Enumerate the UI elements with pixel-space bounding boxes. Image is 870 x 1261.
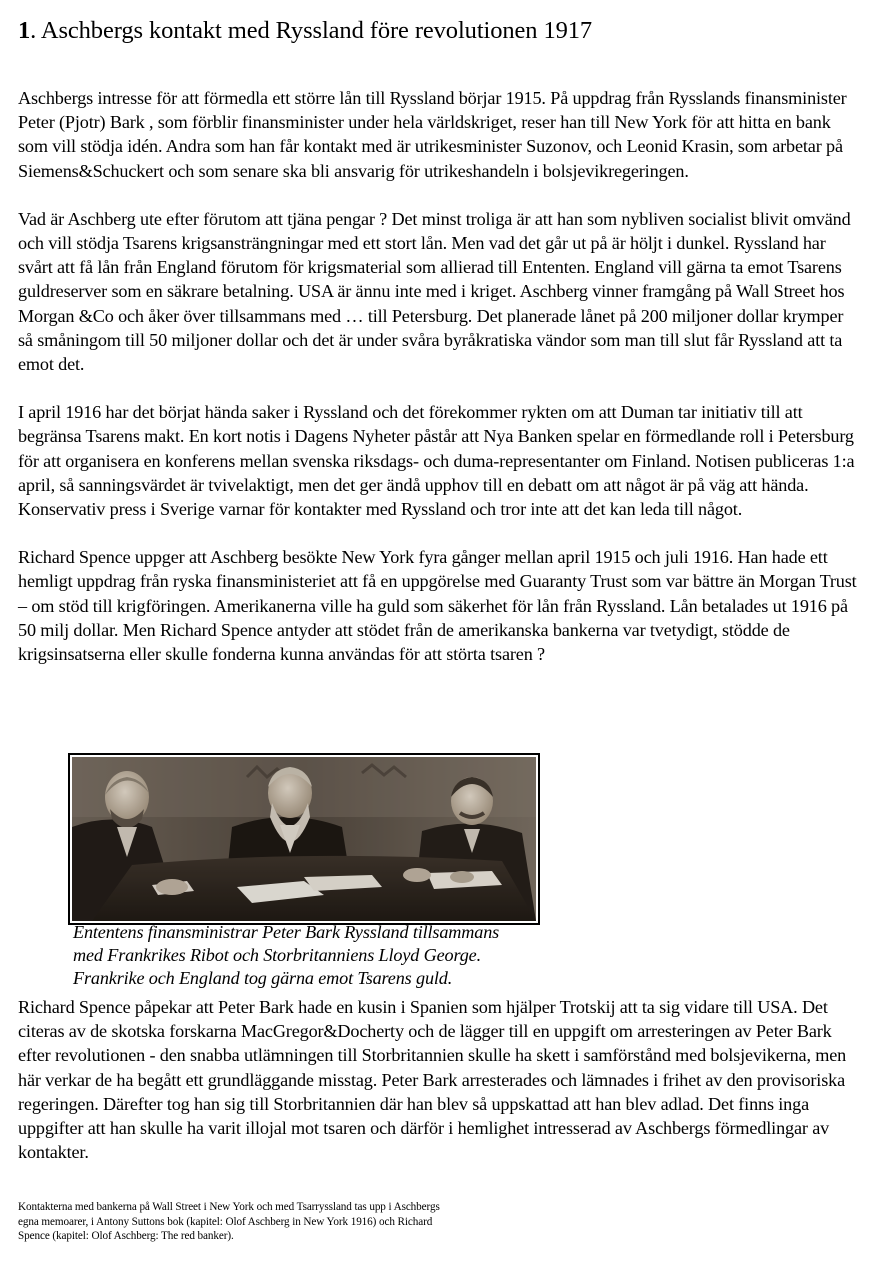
caption-line: med Frankrikes Ribot och Storbritanniens Lloyd George.: [73, 945, 481, 965]
section-heading: [18, 14, 858, 48]
document-page: [18, 14, 858, 1243]
caption-line: Ententens finansministrar Peter Bark Ryssland tillsammans: [73, 922, 500, 942]
section-number: 1: [18, 17, 31, 44]
footnote: [18, 1200, 578, 1244]
footnote-line: Kontakterna med bankerna på Wall Street i New York och med Tsarryssland tas upp i Aschbergs: [18, 1201, 440, 1213]
section-title: . Aschbergs kontakt med Ryssland före revolutionen 1917: [30, 17, 593, 44]
paragraph: Vad är Aschberg ute efter förutom att tjäna pengar ? Det minst troliga är att han som nybliven socialist blivit omvänd och vill stödja Tsarens krigsansträngningar med ett stort lån. Men vad det går ut på är höljt i dunkel. Ryssland har svårt att få lån från England förutom för krigsmaterial som allierad till Ententen. England vill gärna ta emot Tsarens guldreserver som en säkrare betalning. USA är ännu inte med i kriget. Aschberg vinner framgång på Wall Street hos Morgan &Co och åker över tillsammans med … till Petersburg. Det planerade lånet på 200 miljoner dollar krymper så småningom till 50 miljoner dollar och det är under svåra byråkratiska vändor som man till slut får Ryssland att ta emot det.: [18, 208, 851, 375]
paragraph: I april 1916 har det börjat hända saker i Ryssland och det förekommer rykten om att Duman tar initiativ till att begränsa Tsarens makt. En kort notis i Dagens Nyheter påstår att Nya Banken spelar en förmedlande roll i Petersburg för att organisera en konferens mellan svenska riksdags- och duma-representanter om Finland. Notisen publiceras 1:a april, så sanningsvärdet är tvivelaktigt, men det ger ändå upphov till en debatt om att något är på väg att hända. Konservativ press i Sverige varnar för kontakter med Ryssland och tror inte att det kan leda till något.: [18, 402, 855, 520]
historical-photo: [72, 757, 536, 921]
historical-photo-frame: [68, 753, 540, 925]
paragraph: Richard Spence uppger att Aschberg besökte New York fyra gånger mellan april 1915 och juli 1916. Han hade ett hemligt uppdrag från ryska finansministeriet att få en uppgörelse med Guaranty Trust som var bättre än Morgan Trust – om stöd till krigföringen. Amerikanerna ville ha guld som säkerhet för lån från Ryssland. Lån betalades ut 1916 på 50 milj dollar. Men Richard Spence antyder att stödet från de amerikanska bankerna var tvetydigt, stödde de krigsinsatserna eller skulle fonderna kunna användas för att störta tsaren ?: [18, 547, 857, 665]
paragraph: Richard Spence påpekar att Peter Bark hade en kusin i Spanien som hjälper Trotskij att ta sig vidare till USA. Det citeras av de skotska forskarna MacGregor&Docherty och de lägger till en uppgift om arresteringen av Peter Bark efter revolutionen - den snabba utlämningen till Storbritannien skulle ha skett i samförstånd med bolsjevikerna, men här verkar de ha begått ett grundläggande misstag. Peter Bark arresterades och lämnades i frihet av den provisoriska regeringen. Därefter tog han sig till Storbritannien där han blev så uppskattad att han blev adlad. Det finns inga uppgifter att han skulle ha varit illojal mot tsaren och därför i hemlighet intresserad av Aschbergs förmedlingar av kontakter.: [18, 997, 847, 1163]
footnote-line: Spence (kapitel: Olof Aschberg: The red banker).: [18, 1230, 234, 1243]
paragraph: Aschbergs intresse för att förmedla ett större lån till Ryssland börjar 1915. På uppdrag från Rysslands finansminister Peter (Pjotr) Bark , som förblir finansminister under hela världskriget, reser han till New York för att hitta en bank som vill stödja idén. Andra som han får kontakt med är utrikesminister Suzonov, och Leonid Krasin, som arbetar på Siemens&Schuckert och som senare ska bli ansvarig för utrikeshandeln i bolsjevikregeringen.: [18, 88, 847, 181]
footnote-line: egna memoarer, i Antony Suttons bok (kapitel: Olof Aschberg in New York 1916) och Richard: [18, 1215, 433, 1228]
figure-caption: [73, 921, 499, 990]
caption-line: Frankrike och England tog gärna emot Tsarens guld.: [73, 968, 453, 988]
